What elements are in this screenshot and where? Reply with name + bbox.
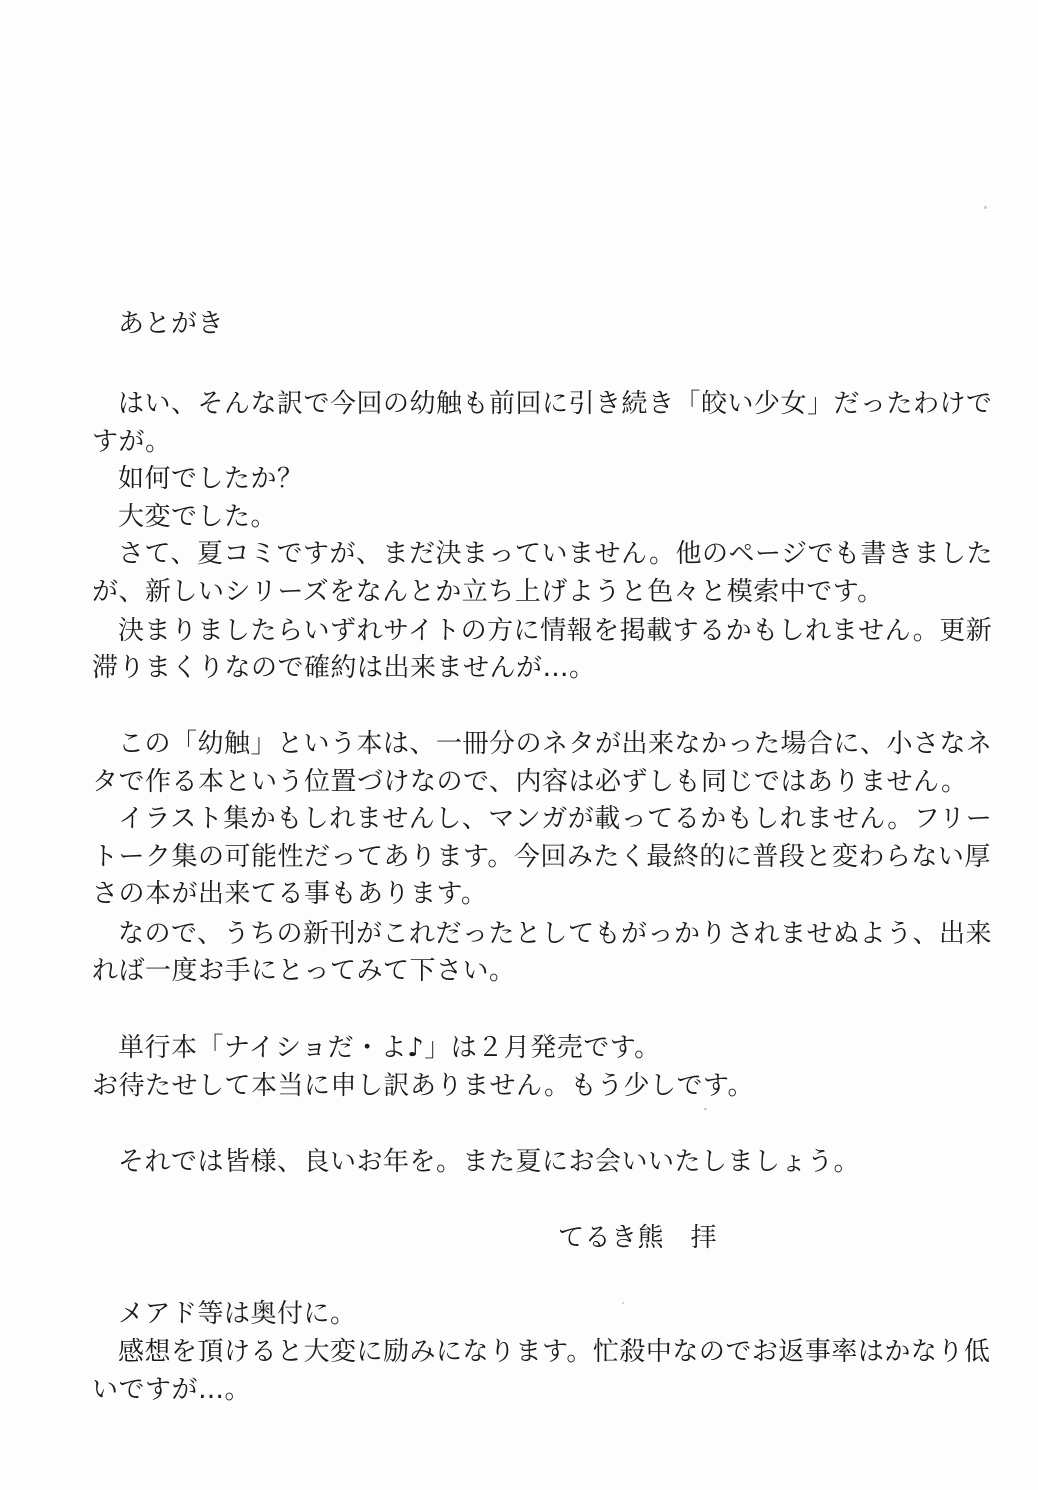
- signature: てるき熊 拝: [558, 1223, 718, 1253]
- body-line: 如何でしたか？: [118, 464, 304, 494]
- body-line: それでは皆様、良いお年を。また夏にお会いいたしましょう。: [118, 1147, 861, 1177]
- body-line: さて、夏コミですが、まだ決まっていません。他のページでも書きました: [118, 539, 994, 569]
- body-line: この「幼触」という本は、一冊分のネタが出来なかった場合に、小さなネ: [118, 729, 993, 759]
- body-line: なので、うちの新刊がこれだったとしてもがっかりされませぬよう、出来: [118, 919, 992, 949]
- paper-speck: [622, 1302, 624, 1304]
- paper-speck: [704, 1108, 707, 1110]
- body-line: 単行本「ナイショだ・よ♪」は２月発売です。: [118, 1033, 661, 1063]
- body-line: お待たせして本当に申し訳ありません。もう少しです。: [92, 1071, 754, 1101]
- body-line: イラスト集かもしれませんし、マンガが載ってるかもしれません。フリー: [118, 804, 993, 834]
- body-line: いですが…。: [92, 1375, 252, 1405]
- paper-speck: [984, 206, 987, 209]
- body-line: 感想を頂けると大変に励みになります。忙殺中なのでお返事率はかなり低: [118, 1337, 991, 1367]
- body-line: メアド等は奥付に。: [118, 1299, 357, 1329]
- body-line: が、新しいシリーズをなんとか立ち上げようと色々と模索中です。: [92, 577, 884, 607]
- body-line: れば一度お手にとってみて下さい。: [92, 956, 516, 986]
- body-line: 決まりましたらいずれサイトの方に情報を掲載するかもしれません。更新: [118, 616, 993, 646]
- afterword-title: あとがき: [118, 309, 225, 339]
- body-line: トーク集の可能性だってあります。今回みたく最終的に普段と変わらない厚: [92, 842, 991, 872]
- body-line: すが。: [92, 427, 172, 457]
- body-line: はい、そんな訳で今回の幼触も前回に引き続き「皎い少女」だったわけで: [118, 389, 993, 419]
- body-line: 大変でした。: [118, 502, 278, 532]
- body-line: タで作る本という位置づけなので、内容は必ずしも同じではありません。: [92, 767, 968, 797]
- body-line: さの本が出来てる事もあります。: [92, 879, 488, 909]
- body-line: 滞りまくりなので確約は出来ませんが…。: [92, 653, 596, 683]
